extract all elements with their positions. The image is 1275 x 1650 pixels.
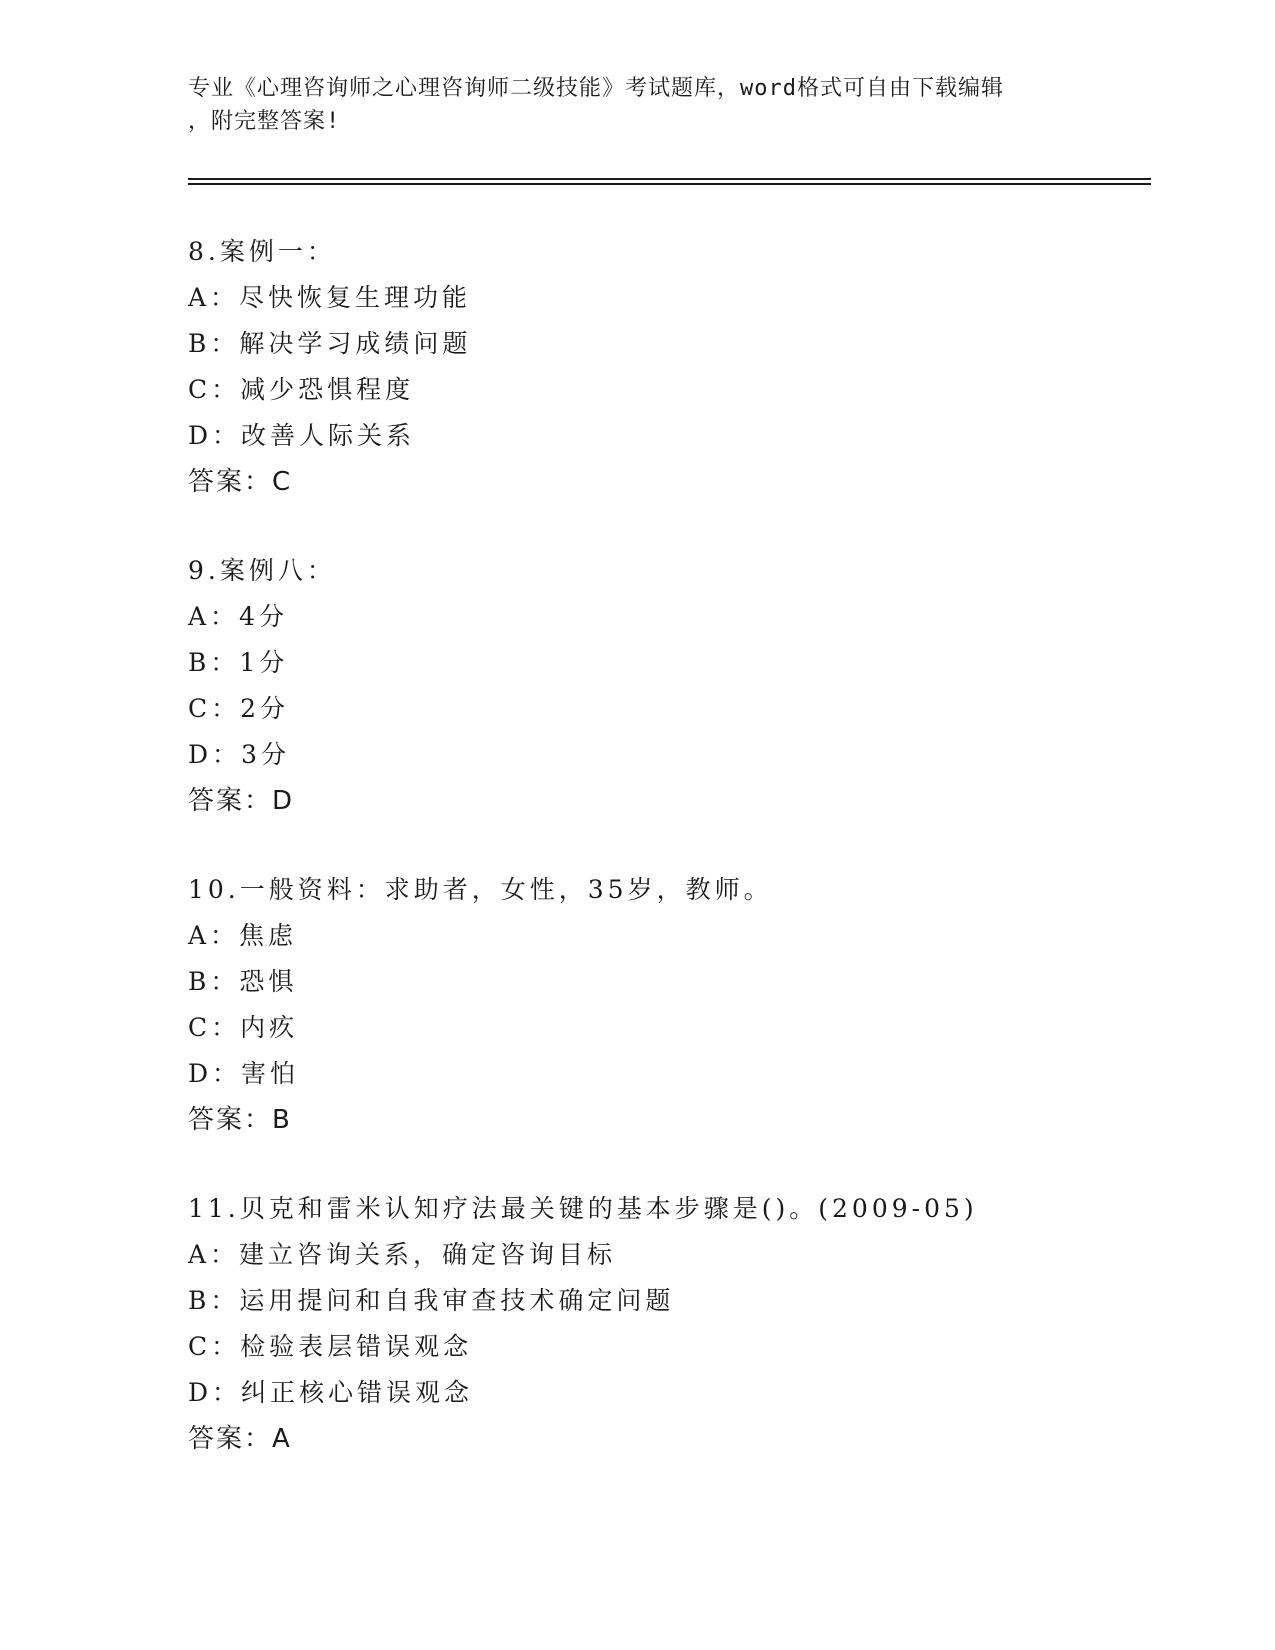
option-b: B：解决学习成绩问题 xyxy=(188,329,472,358)
question-10 xyxy=(188,875,1148,1151)
option-d: D：3分 xyxy=(188,740,290,769)
header-line-2: ，附完整答案! xyxy=(188,109,341,134)
option-b: B：运用提问和自我审查技术确定问题 xyxy=(188,1286,675,1315)
option-a: A：焦虑 xyxy=(188,921,298,950)
option-d: D：害怕 xyxy=(188,1059,300,1088)
question-stem: 11.贝克和雷米认知疗法最关键的基本步骤是()。(2009-05) xyxy=(188,1194,978,1223)
answer-line: 答案：B xyxy=(188,1105,292,1135)
answer-line: 答案：D xyxy=(188,786,295,816)
question-stem: 8.案例一： xyxy=(188,237,336,266)
option-a: A：建立咨询关系，确定咨询目标 xyxy=(188,1240,617,1269)
header-divider-bottom xyxy=(188,183,1151,185)
document-header xyxy=(188,72,1068,138)
question-stem: 10.一般资料：求助者，女性，35岁，教师。 xyxy=(188,875,773,904)
header-line-1: 专业《心理咨询师之心理咨询师二级技能》考试题库，word格式可自由下载编辑 xyxy=(188,76,1004,101)
question-stem: 9.案例八： xyxy=(188,556,336,585)
option-a: A：4分 xyxy=(188,602,288,631)
option-c: C：2分 xyxy=(188,694,290,723)
option-b: B：1分 xyxy=(188,648,289,677)
option-d: D：纠正核心错误观念 xyxy=(188,1378,474,1407)
question-11 xyxy=(188,1194,1148,1470)
option-c: C：减少恐惧程度 xyxy=(188,375,415,404)
option-d: D：改善人际关系 xyxy=(188,421,416,450)
option-a: A：尽快恢复生理功能 xyxy=(188,283,472,312)
answer-line: 答案：C xyxy=(188,467,293,497)
question-8 xyxy=(188,237,1148,513)
answer-line: 答案：A xyxy=(188,1424,292,1454)
header-divider-top xyxy=(188,178,1151,180)
question-9 xyxy=(188,556,1148,832)
option-c: C：检验表层错误观念 xyxy=(188,1332,473,1361)
option-b: B：恐惧 xyxy=(188,967,298,996)
option-c: C：内疚 xyxy=(188,1013,299,1042)
